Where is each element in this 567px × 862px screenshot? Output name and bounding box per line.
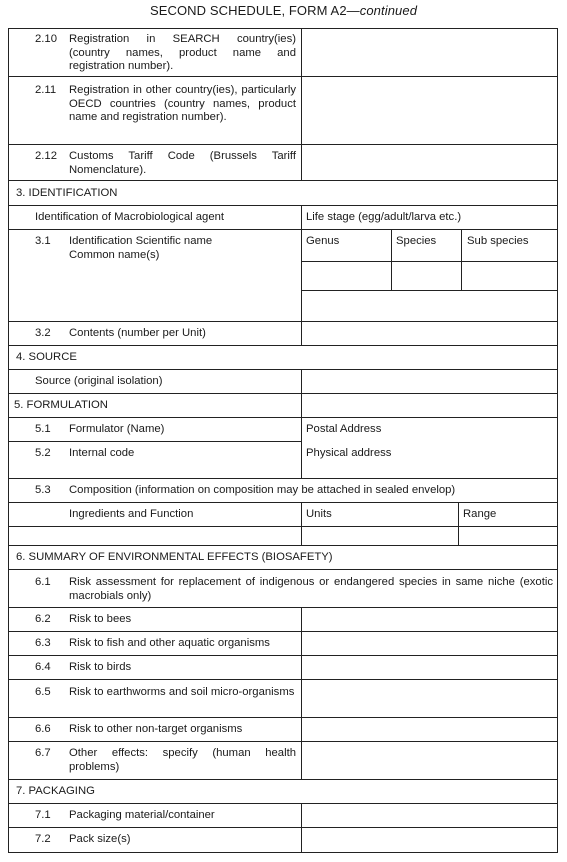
row-number: 6.5 xyxy=(35,686,51,698)
rule xyxy=(8,229,558,230)
rule xyxy=(8,478,558,479)
row-label-6-5: Risk to earthworms and soil micro-organisms xyxy=(69,686,295,698)
page-title-suffix: —continued xyxy=(346,3,418,18)
rule xyxy=(391,229,392,290)
row-label-6-3: Risk to fish and other aquatic organisms xyxy=(69,637,270,649)
rule xyxy=(8,679,558,680)
rule xyxy=(8,76,558,77)
rule xyxy=(8,369,558,370)
row-number: 6.6 xyxy=(35,723,51,735)
row-label-6-2: Risk to bees xyxy=(69,613,132,625)
row-number: 5.3 xyxy=(35,484,51,496)
section-heading-environmental-effects: 6. SUMMARY OF ENVIRONMENTAL EFFECTS (BIOSAFETY) xyxy=(16,551,333,563)
rule xyxy=(301,261,558,262)
rule xyxy=(8,417,558,418)
row-label-5-1: Formulator (Name) xyxy=(69,423,165,435)
rule xyxy=(301,502,302,545)
row-number: 2.12 xyxy=(35,150,57,162)
row-label-7-1: Packaging material/container xyxy=(69,809,215,821)
row-number: 6.7 xyxy=(35,747,51,759)
genus-label: Genus xyxy=(306,235,340,247)
rule xyxy=(8,717,558,718)
rule xyxy=(8,205,558,206)
row-number: 6.3 xyxy=(35,637,51,649)
page-title-main: SECOND SCHEDULE, FORM A2 xyxy=(149,3,347,18)
scientific-name-label: Identification Scientific name xyxy=(69,235,213,247)
physical-address-label: Physical address xyxy=(306,447,392,459)
section-heading-source: 4. SOURCE xyxy=(16,351,77,363)
row-number: 3.1 xyxy=(35,235,51,247)
row-number: 2.10 xyxy=(35,33,57,45)
rule xyxy=(8,180,558,181)
rule xyxy=(8,441,301,442)
rule xyxy=(301,290,558,291)
row-label-2-12: Customs Tariff Code (Brussels Tariff Nomenclature). xyxy=(69,150,296,176)
row-number: 3.2 xyxy=(35,327,51,339)
rule xyxy=(301,28,302,180)
rule xyxy=(8,526,558,527)
row-label-3-2: Contents (number per Unit) xyxy=(69,327,206,339)
rule xyxy=(8,345,558,346)
sub-species-label: Sub species xyxy=(467,235,529,247)
rule xyxy=(8,321,558,322)
row-number: 6.2 xyxy=(35,613,51,625)
section-heading-identification: 3. IDENTIFICATION xyxy=(16,187,118,199)
units-label: Units xyxy=(306,508,332,520)
range-label: Range xyxy=(463,508,497,520)
rule xyxy=(301,205,302,345)
row-number: 7.1 xyxy=(35,809,51,821)
rule xyxy=(458,502,459,545)
rule xyxy=(301,803,302,853)
row-number: 7.2 xyxy=(35,833,51,845)
rule xyxy=(8,607,558,608)
rule xyxy=(8,631,558,632)
rule xyxy=(301,369,302,478)
rule xyxy=(8,569,558,570)
rule xyxy=(8,502,558,503)
row-number: 5.2 xyxy=(35,447,51,459)
identification-agent-label: Identification of Macrobiological agent xyxy=(35,211,225,223)
row-number: 2.11 xyxy=(35,84,57,96)
row-label-5-3: Composition (information on composition may be attached in sealed envelop) xyxy=(69,484,456,496)
common-name-label: Common name(s) xyxy=(69,249,160,261)
row-number: 6.4 xyxy=(35,661,51,673)
source-original-label: Source (original isolation) xyxy=(35,375,163,387)
rule xyxy=(8,655,558,656)
rule xyxy=(8,545,558,546)
row-label-2-10: Registration in SEARCH country(ies) (country names, product name and registration number). xyxy=(69,33,296,72)
row-number: 6.1 xyxy=(35,576,51,588)
rule xyxy=(8,393,558,394)
rule xyxy=(461,229,462,290)
species-label: Species xyxy=(396,235,437,247)
section-heading-packaging: 7. PACKAGING xyxy=(16,785,95,797)
row-number: 5.1 xyxy=(35,423,51,435)
page-title xyxy=(0,3,567,18)
rule xyxy=(301,607,302,779)
rule xyxy=(8,741,558,742)
row-label-7-2: Pack size(s) xyxy=(69,833,131,845)
row-label-6-7: Other effects: specify (human health problems) xyxy=(69,747,296,773)
rule xyxy=(8,803,558,804)
life-stage-label: Life stage (egg/adult/larva etc.) xyxy=(306,211,462,223)
postal-address-label: Postal Address xyxy=(306,423,382,435)
section-heading-formulation: 5. FORMULATION xyxy=(14,399,108,411)
row-label-5-2: Internal code xyxy=(69,447,135,459)
row-label-6-4: Risk to birds xyxy=(69,661,132,673)
ingredients-label: Ingredients and Function xyxy=(69,508,194,520)
row-label-2-11: Registration in other country(ies), particularly OECD countries (country names, product name and registration number). xyxy=(69,84,296,123)
rule xyxy=(8,144,558,145)
row-label-6-1: Risk assessment for replacement of indigenous or endangered species in same niche (exotic macrobials only) xyxy=(69,576,553,602)
row-label-6-6: Risk to other non-target organisms xyxy=(69,723,243,735)
rule xyxy=(8,827,558,828)
rule xyxy=(8,779,558,780)
